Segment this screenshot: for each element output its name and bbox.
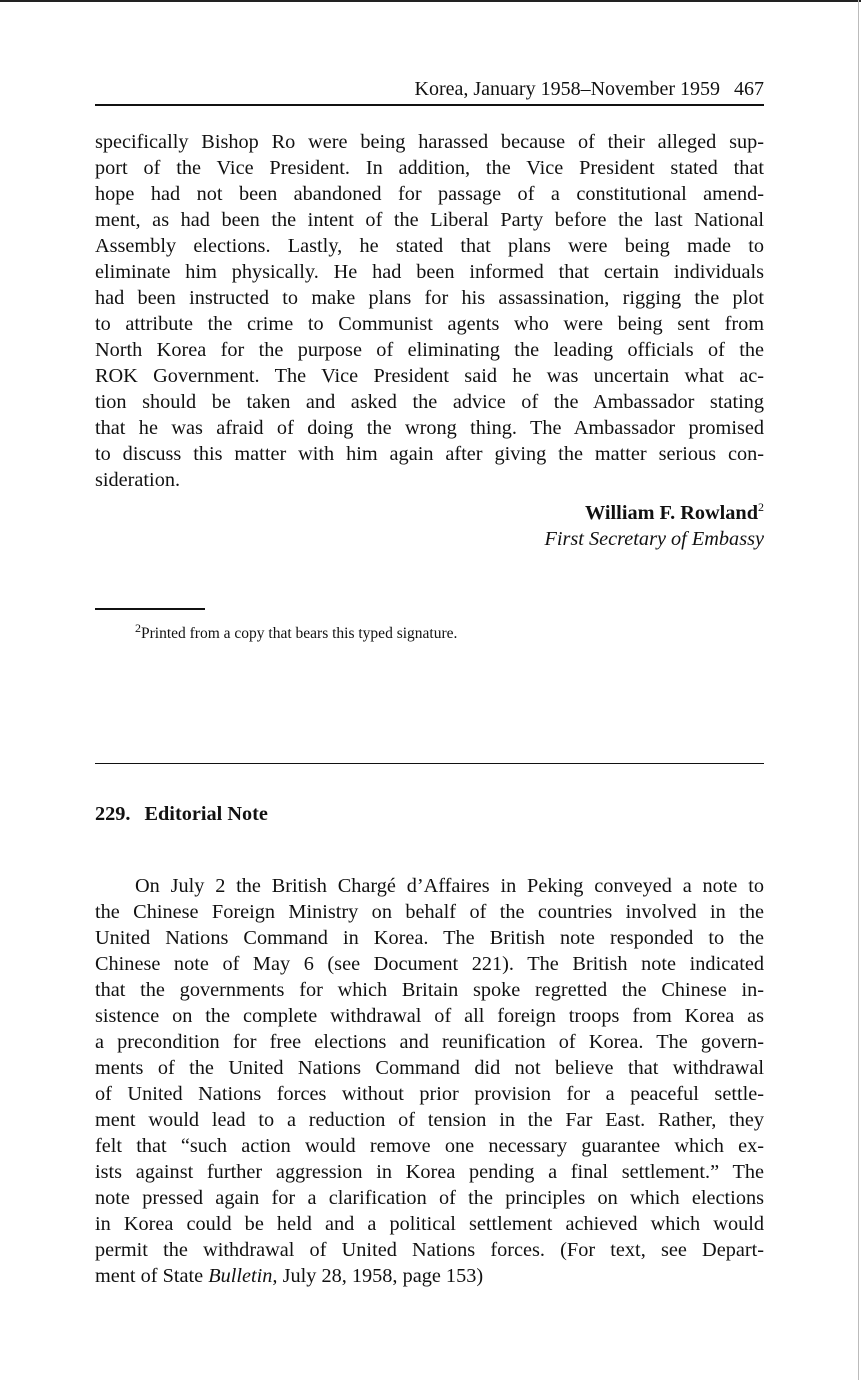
text-line: sistence on the complete withdrawal of all foreign troops from Korea as — [95, 1005, 764, 1027]
text-line: sideration. — [95, 469, 181, 491]
section-divider — [95, 763, 764, 764]
text-line: that the governments for which Britain spoke regretted the Chinese in- — [95, 979, 764, 1001]
citation-suffix: July 28, 1958, page 153) — [277, 1265, 484, 1287]
text-line: permit the withdrawal of United Nations forces. (For text, see Depart- — [95, 1239, 764, 1261]
text-line: ment would lead to a reduction of tension in the Far East. Rather, they — [95, 1109, 764, 1131]
text-line: in Korea could be held and a political settlement achieved which would — [95, 1213, 764, 1235]
citation-prefix: ment of State — [95, 1265, 209, 1287]
footnote-text: Printed from a copy that bears this typed signature. — [141, 625, 458, 642]
text-line: North Korea for the purpose of eliminating the leading officials of the — [95, 339, 764, 361]
footnote-rule — [95, 608, 205, 610]
text-line: of United Nations forces without prior provision for a peaceful settle- — [95, 1083, 764, 1105]
text-line: had been instructed to make plans for his assassination, rigging the plot — [95, 287, 764, 309]
footnote-ref: 2 — [758, 500, 764, 515]
text-line: ments of the United Nations Command did not believe that withdrawal — [95, 1057, 764, 1079]
text-line: On July 2 the British Chargé d’Affaires in Peking conveyed a note to — [135, 875, 764, 897]
scan-edge-right — [858, 0, 859, 1380]
text-line: a precondition for free elections and reunification of Korea. The govern- — [95, 1031, 764, 1053]
text-line: port of the Vice President. In addition, the Vice President stated that — [95, 157, 764, 179]
text-line: to discuss this matter with him again after giving the matter serious con- — [95, 443, 764, 465]
document-number: 229. — [95, 803, 131, 825]
text-line: eliminate him physically. He had been informed that certain individuals — [95, 261, 764, 283]
running-head — [95, 76, 764, 102]
running-head-title: Korea, January 1958–November 1959 — [414, 78, 720, 100]
footnote-number: 2 — [135, 620, 141, 635]
text-line: ment, as had been the intent of the Liberal Party before the last National — [95, 209, 764, 231]
text-line: the Chinese Foreign Ministry on behalf of the countries involved in the — [95, 901, 764, 923]
signer-name: William F. Rowland — [585, 502, 758, 524]
document-title: Editorial Note — [144, 803, 268, 825]
bulletin-title: Bulletin, — [208, 1265, 278, 1287]
text-line: ists against further aggression in Korea pending a final settlement.” The — [95, 1161, 764, 1183]
text-line: specifically Bishop Ro were being harassed because of their alleged sup- — [95, 131, 764, 153]
scan-edge-top — [0, 0, 861, 2]
previous-document-body — [95, 129, 764, 493]
text-line: to attribute the crime to Communist agents who were being sent from — [95, 313, 764, 335]
text-line: that he was afraid of doing the wrong thing. The Ambassador promised — [95, 417, 764, 439]
document-heading — [95, 801, 268, 827]
editorial-note-body — [95, 873, 764, 1289]
text-line: United Nations Command in Korea. The British note responded to the — [95, 927, 764, 949]
footnote — [135, 620, 458, 644]
text-line: ROK Government. The Vice President said he was uncertain what ac- — [95, 365, 764, 387]
header-rule — [95, 104, 764, 106]
signature-title: First Secretary of Embassy — [544, 528, 764, 550]
text-line: hope had not been abandoned for passage of a constitutional amend- — [95, 183, 764, 205]
text-line: Chinese note of May 6 (see Document 221). The British note indicated — [95, 953, 764, 975]
text-line: Assembly elections. Lastly, he stated that plans were being made to — [95, 235, 764, 257]
text-line: tion should be taken and asked the advice of the Ambassador stating — [95, 391, 764, 413]
page-number: 467 — [734, 78, 764, 100]
text-line-citation — [95, 1263, 764, 1289]
text-line: felt that “such action would remove one necessary guarantee which ex- — [95, 1135, 764, 1157]
text-line: note pressed again for a clarification of the principles on which elections — [95, 1187, 764, 1209]
signature-name — [585, 500, 764, 526]
